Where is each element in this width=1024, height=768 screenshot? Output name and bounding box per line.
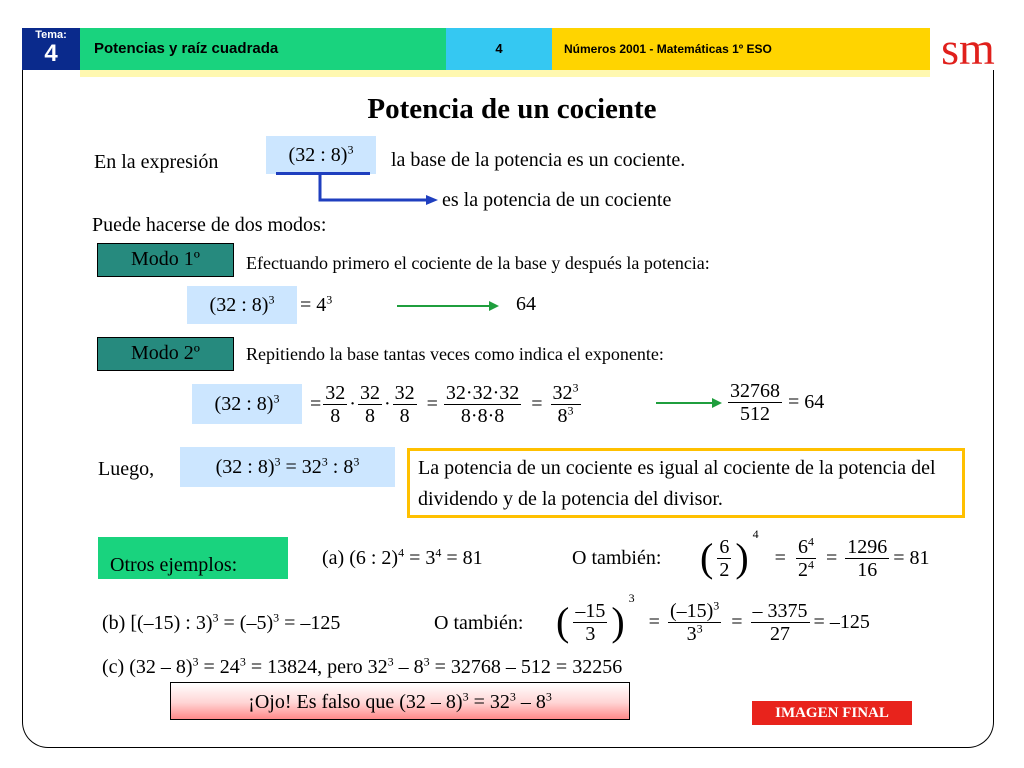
modo2-lhs-base: (32 : 8)	[214, 393, 274, 415]
intro-note: es la potencia de un cociente	[442, 189, 672, 211]
luego-label: Luego,	[98, 458, 155, 480]
fraction: $\frac{32768}{512}$	[730, 379, 780, 425]
sm-logo: sm	[941, 23, 995, 74]
fraction: $\frac{- 3375}{27}$	[752, 599, 808, 645]
equals-sign: =	[310, 393, 322, 415]
modo1-label: Modo 1º	[97, 243, 234, 277]
example-a-alt: ( $\frac{6}{2}$ ) 4 = $\frac{6^4}{2^4}$ = $\frac{1296}{16}$ = 81	[700, 527, 930, 581]
luego-formula: (32 : $8)^3 = 32^3$ : $8^3$	[180, 447, 395, 487]
rule-box: La potencia de un cociente es igual al cociente de la potencia del dividendo y de la potencia del divisor.	[407, 448, 965, 518]
tema-badge	[22, 28, 80, 70]
page-title: Potencia de un cociente	[367, 93, 657, 125]
modo2-desc: Repitiendo la base tantas veces como indica el exponente:	[246, 344, 664, 364]
intro-prefix: En la expresión	[94, 151, 219, 173]
example-a-tambien: O también:	[572, 547, 662, 569]
fraction: $\frac{32\cdot 32\cdot 32}{8\cdot 8\cdot 8}$	[445, 381, 520, 427]
imagen-final-button[interactable]: IMAGEN FINAL	[752, 701, 912, 725]
fraction: $\frac{32}{8}$	[394, 381, 415, 427]
fraction: $\frac{1296}{16}$	[847, 535, 888, 581]
fraction: $\frac{-15}{3}$	[575, 599, 606, 645]
modo2-arrow	[656, 398, 722, 408]
modo1-eq-exp: 3	[326, 292, 333, 307]
modo2-label: Modo 2º	[97, 337, 234, 371]
two-ways-text: Puede hacerse de dos modos:	[92, 214, 327, 236]
equals-sign: =	[531, 393, 543, 415]
modo1-desc: Efectuando primero el cociente de la base y después la potencia:	[246, 253, 710, 273]
modo2-lhs-exp: 3	[273, 391, 280, 406]
modo1-eq-text: = 4	[300, 294, 327, 316]
otros-ejemplos-label: Otros ejemplos:	[98, 537, 288, 579]
fraction: $\frac{(-15)^3}{3^3}$	[669, 597, 720, 645]
modo2-expansion: = $\frac{32}{8}$ · $\frac{32}{8}$ · $\frac{32}{8}$ = $\frac{32\cdot 32\cdot 32}{8\cdot 8\cdot 8}$ = $\frac{32^3}{8^3}$	[310, 379, 579, 427]
example-b-tambien: O también:	[434, 612, 524, 634]
fraction: $\frac{32}{8}$	[325, 381, 346, 427]
intro-expression	[266, 136, 376, 174]
page-number: 4	[446, 28, 552, 70]
tema-label: Tema:	[35, 29, 67, 41]
fraction: $\frac{32^3}{8^3}$	[552, 379, 579, 427]
equals-sign: =	[426, 393, 438, 415]
modo2-lhs	[192, 384, 302, 424]
ojo-warning: ¡Ojo! Es falso que $(32 - 8)^3 = 32^3 - 8^3$	[170, 682, 630, 720]
intro-expr-base: (32 : 8)	[288, 144, 348, 166]
fraction: $\frac{6}{2}$	[719, 535, 730, 581]
modo1-eq	[300, 293, 332, 317]
modo1-lhs	[187, 286, 297, 324]
header-title: Potencias y raíz cuadrada	[80, 28, 446, 70]
tema-number: 4	[44, 40, 58, 67]
fraction: $\frac{6^4}{2^4}$	[797, 533, 814, 581]
book-title: Números 2001 - Matemáticas 1º ESO	[552, 28, 930, 70]
intro-arrow	[314, 172, 438, 206]
intro-expr-exp: 3	[347, 142, 354, 157]
modo1-lhs-exp: 3	[268, 292, 275, 307]
example-b: (b) [(–15) : $3)^3 = (-5)^3 = -125$	[102, 610, 341, 634]
fraction: $\frac{32}{8}$	[359, 381, 380, 427]
modo2-result: $\frac{32768}{512}$ = 64	[730, 379, 825, 425]
example-c: (c) $(32 - 8)^3 = 24^3 = 13824$, pero $32^3 - 8^3 = 32768 - 512 = 32256$	[102, 654, 623, 678]
modo1-arrow	[397, 301, 499, 311]
example-b-alt: ( $\frac{-15}{3}$ ) 3 = $\frac{(-15)^3}{3^3}$ = $\frac{- 3375}{27}$ = –125	[556, 591, 870, 645]
example-a: (a) (6 : $2)^4 = 3^4 = 81$	[322, 545, 483, 569]
modo1-result: 64	[516, 293, 536, 315]
intro-suffix: la base de la potencia es un cociente.	[391, 149, 686, 171]
modo1-lhs-base: (32 : 8)	[209, 294, 269, 316]
